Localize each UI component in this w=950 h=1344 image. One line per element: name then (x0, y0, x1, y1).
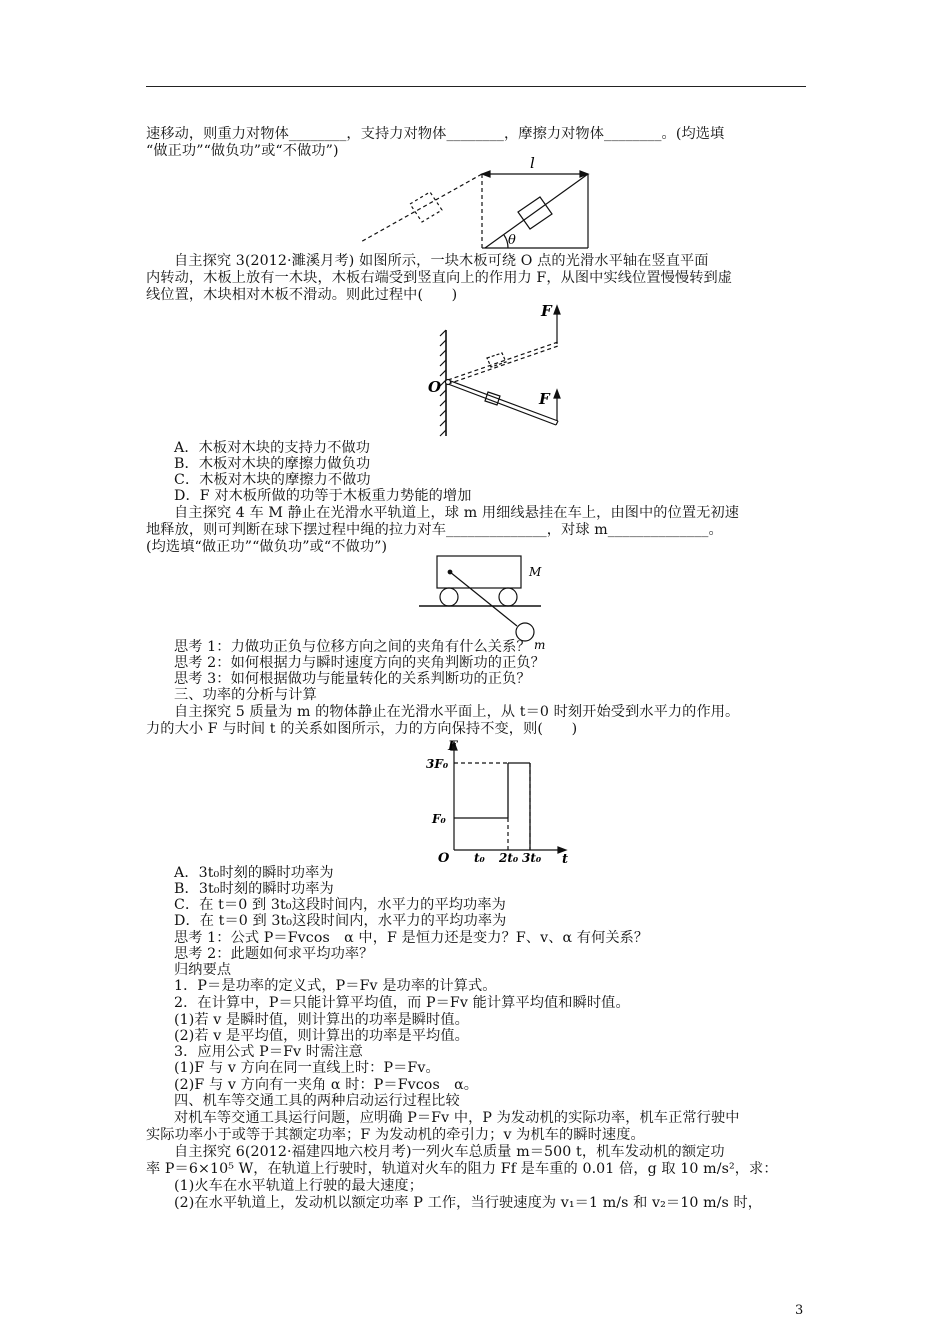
text-line: A．木板对木块的支持力不做功 (174, 440, 371, 456)
y-tick-high: 3F₀ (426, 757, 449, 771)
y-axis-label: F (448, 739, 458, 754)
x-tick-3: 3t₀ (522, 851, 542, 865)
text-line: 实际功率小于或等于其额定功率；F 为发动机的牵引力；v 为机车的瞬时速度。 (146, 1127, 645, 1143)
text-line: 地释放，则可判断在球下摆过程中绳的拉力对车______________，对球 m______________。 (146, 522, 723, 538)
page-number: 3 (795, 1303, 804, 1318)
text-line: C．在 t＝0 到 3t₀这段时间内，水平力的平均功率为 (174, 897, 506, 913)
force-time-chart (422, 738, 572, 870)
text-line: C．木板对木块的摩擦力不做功 (174, 472, 371, 488)
car-label: M (529, 565, 542, 579)
text-line: B．木板对木块的摩擦力做负功 (174, 456, 371, 472)
text-line: 自主探究 5 质量为 m 的物体静止在光滑水平面上，从 t＝0 时刻开始受到水平力的作用。 (174, 704, 740, 720)
length-label: l (530, 154, 535, 172)
text-line: 自主探究 4 车 M 静止在光滑水平轨道上，球 m 用细线悬挂在车上，由图中的位置无初速 (174, 505, 740, 521)
text-line: 四、机车等交通工具的两种启动运行过程比较 (174, 1093, 460, 1109)
text-line: (1)若 v 是瞬时值，则计算出的功率是瞬时值。 (174, 1012, 469, 1028)
text-line: 归纳要点 (174, 962, 232, 978)
text-line: (2)F 与 v 方向有一夹角 α 时：P＝Fvcos α。 (174, 1077, 479, 1093)
text-line: 对机车等交通工具运行问题，应明确 P＝Fv 中，P 为发动机的实际功率，机车正常行驶中 (174, 1110, 740, 1126)
text-line: 力的大小 F 与时间 t 的关系如图所示，力的方向保持不变，则( ) (146, 721, 578, 737)
text-line: D．在 t＝0 到 3t₀这段时间内，水平力的平均功率为 (174, 913, 507, 929)
text-line: 三、功率的分析与计算 (174, 687, 317, 703)
text-line: (1)F 与 v 方向在同一直线上时：P＝Fv。 (174, 1060, 440, 1076)
text-line: 速移动，则重力对物体________，支持力对物体________，摩擦力对物体________。(均选填 (146, 126, 725, 142)
text-line: (2)若 v 是平均值，则计算出的功率是平均值。 (174, 1028, 469, 1044)
text-line: 2．在计算中，P＝只能计算平均值，而 P＝Fv 能计算平均值和瞬时值。 (174, 995, 630, 1011)
force-label-top: F (541, 302, 552, 320)
origin-label: O (438, 851, 450, 866)
text-line: (均选填“做正功”“做负功”或“不做功”) (146, 539, 388, 555)
y-tick-low: F₀ (432, 812, 446, 826)
text-line: 思考 1：公式 P＝Fvcos α 中，F 是恒力还是变力？F、v、α 有何关系？ (174, 930, 649, 946)
text-line: 思考 2：此题如何求平均功率？ (174, 946, 374, 962)
text-line: (2)在水平轨道上，发动机以额定功率 P 工作，当行驶速度为 v₁＝1 m/s 和 v₂＝10 m/s 时， (174, 1195, 763, 1211)
text-line: 3．应用公式 P＝Fv 时需注意 (174, 1044, 363, 1060)
text-line: 内转动，木板上放有一木块，木板右端受到竖直向上的作用力 F，从图中实线位置慢慢转到虚 (146, 270, 733, 286)
text-line: 思考 3：如何根据做功与能量转化的关系判断功的正负？ (174, 671, 531, 687)
text-line: 思考 2：如何根据力与瞬时速度方向的夹角判断功的正负？ (174, 655, 545, 671)
text-line: 率 P＝6×10⁵ W，在轨道上行驶时，轨道对火车的阻力 Ff 是车重的 0.01 倍，g 取 10 m/s²，求： (146, 1161, 778, 1177)
angle-label: θ (508, 233, 516, 248)
text-line: 线位置，木块相对木板不滑动。则此过程中( ) (146, 287, 458, 303)
text-line: 自主探究 3(2012·濉溪月考) 如图所示，一块木板可绕 O 点的光滑水平轴在竖直平面 (174, 253, 709, 269)
text-line: (1)火车在水平轨道上行驶的最大速度； (174, 1178, 423, 1194)
ball-label: m (534, 638, 546, 652)
x-tick-1: t₀ (474, 851, 485, 865)
incline-figure (360, 152, 600, 254)
board-figure (420, 300, 570, 444)
header-rule (146, 86, 806, 87)
text-line: 思考 1：力做功正负与位移方向之间的夹角有什么关系？ (174, 639, 531, 655)
text-line: A．3t₀时刻的瞬时功率为 (174, 865, 334, 881)
x-tick-2: 2t₀ (499, 851, 519, 865)
text-line: 1．P＝是功率的定义式，P＝Fv 是功率的计算式。 (174, 978, 497, 994)
x-axis-label: t (562, 852, 569, 866)
text-line: D．F 对木板所做的功等于木板重力势能的增加 (174, 488, 472, 504)
text-line: “做正功”“做负功”或“不做功”) (146, 143, 339, 159)
pivot-label: O (428, 378, 442, 396)
force-label-bottom: F (539, 390, 550, 408)
text-line: 自主探究 6(2012·福建四地六校月考)一列火车总质量 m＝500 t，机车发动机的额定功 (174, 1144, 725, 1160)
text-line: B．3t₀时刻的瞬时功率为 (174, 881, 334, 897)
